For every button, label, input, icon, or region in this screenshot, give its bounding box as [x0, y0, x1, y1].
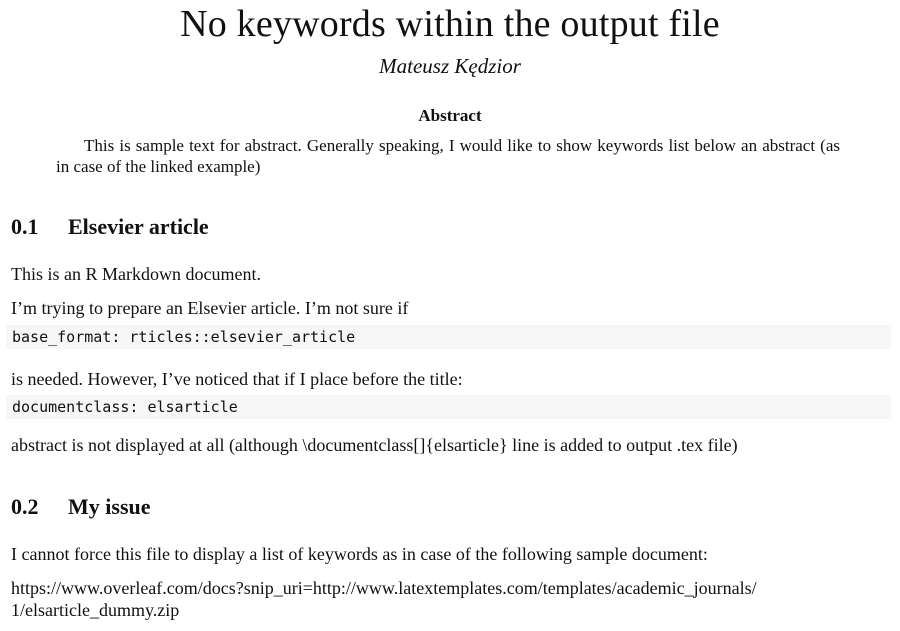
paragraph: This is an R Markdown document.: [11, 264, 261, 284]
abstract-text: This is sample text for abstract. Generally speaking, I would like to show keywords list below an abstract (as in case of the linked example): [56, 136, 840, 176]
section-number: 0.2: [11, 494, 39, 519]
section-heading-my-issue: [11, 493, 151, 521]
author-name: Mateusz Kędzior: [379, 54, 521, 78]
section-title: Elsevier article: [68, 214, 209, 239]
paragraph: abstract is not displayed at all (although \documentclass[]{elsarticle} line is added to output .tex file): [11, 435, 738, 455]
url-link[interactable]: https://www.overleaf.com/docs?snip_uri=http://www.latextemplates.com/templates/academic_journals/: [11, 578, 757, 598]
document-title: No keywords within the output file: [180, 3, 720, 45]
code-block: base_format: rticles::elsevier_article: [6, 325, 891, 349]
paragraph: is needed. However, I’ve noticed that if I place before the title:: [11, 369, 463, 389]
section-title: My issue: [68, 494, 151, 519]
section-heading-elsevier-article: [11, 213, 209, 241]
paragraph: I’m trying to prepare an Elsevier article. I’m not sure if: [11, 298, 409, 318]
paragraph: I cannot force this file to display a list of keywords as in case of the following sample document:: [11, 544, 708, 564]
code-block: documentclass: elsarticle: [6, 395, 891, 419]
abstract-heading: Abstract: [418, 106, 482, 125]
section-number: 0.1: [11, 214, 39, 239]
url-link-continuation[interactable]: 1/elsarticle_dummy.zip: [11, 600, 180, 620]
